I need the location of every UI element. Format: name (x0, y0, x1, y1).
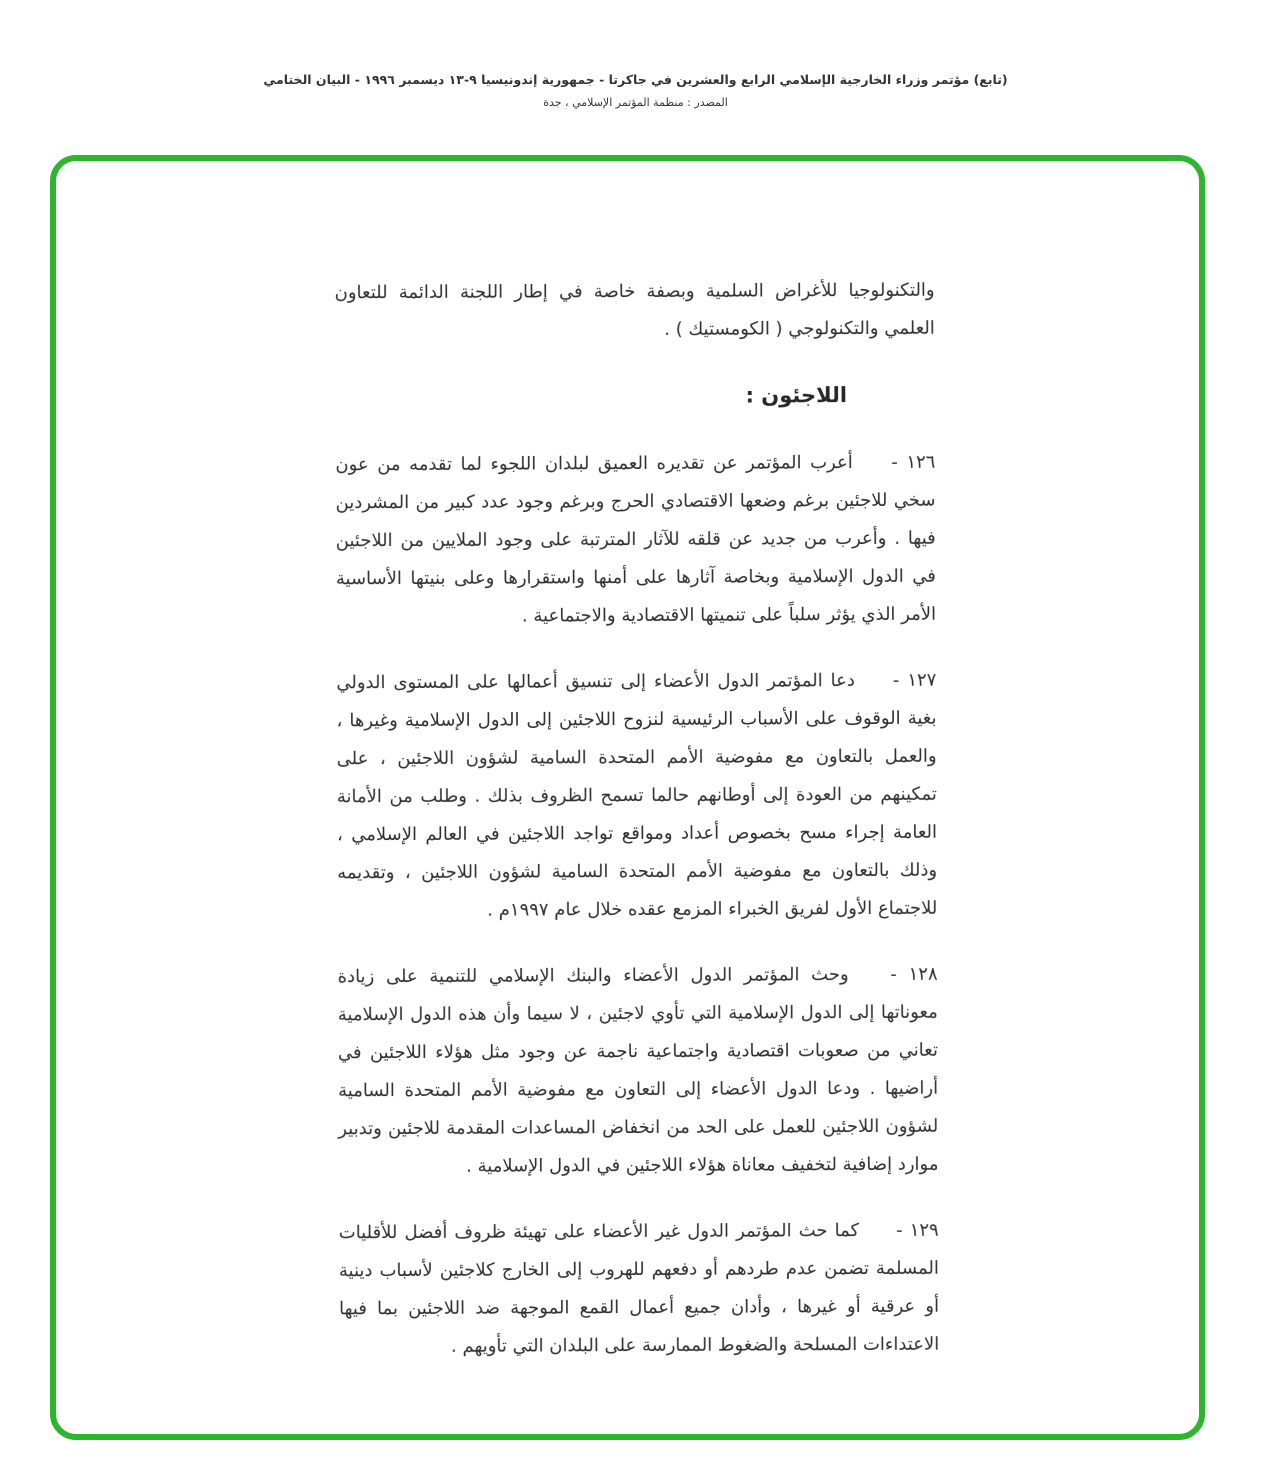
document-header-title: (تابع) مؤتمر وزراء الخارجية الإسلامي الرابع والعشرين في جاكرتا - جمهورية إندونيسيا ٩-١٣ ديسمبر ١٩٩٦ - البيان الختامي (263, 72, 1008, 87)
document-header (0, 72, 1271, 109)
paragraph-129-number: ١٢٩ - (896, 1219, 939, 1241)
paragraph-128-text: وحث المؤتمر الدول الأعضاء والبنك الإسلامي للتنمية على زيادة معوناتها إلى الدول الإسلامية التي تأوي لاجئين ، لا سيما وأن هذه الدول الإسلامية تعاني من صعوبات اقتصادية واجتماعية ناجمة عن وجود مثل هؤلاء اللاجئين في أراضيها . ودعا الدول الأعضاء إلى التعاون مع مفوضية الأمم المتحدة السامية لشؤون اللاجئين للعمل على الحد من انخفاض المساعدات المقدمة للاجئين وتدبير موارد إضافية لتخفيف معاناة هؤلاء اللاجئين في الدول الإسلامية . (337, 964, 939, 1177)
paragraph-126 (335, 444, 936, 637)
paragraph-continuation: والتكنولوجيا للأغراض السلمية وبصفة خاصة في إطار اللجنة الدائمة للتعاون العلمي والتكنولوجي ( الكومستيك ) . (334, 279, 935, 340)
document-header-source: المصدر : منظمة المؤتمر الإسلامي ، جدة (543, 96, 728, 109)
paragraph-128-number: ١٢٨ - (890, 963, 938, 985)
paragraph-126-number: ١٢٦ - (891, 451, 936, 473)
paragraph-128 (338, 956, 939, 1187)
section-title-refugees: اللاجئون : (745, 383, 848, 408)
paragraph-127 (336, 662, 937, 931)
paragraph-129 (339, 1212, 940, 1367)
document-body (335, 272, 940, 1395)
paragraph-127-number: ١٢٧ - (892, 669, 937, 691)
paragraph-126-text: أعرب المؤتمر عن تقديره العميق لبلدان اللجوء لما تقدمه من عون سخي للاجئين برغم وضعها الاقتصادي الحرج وبرغم وجود عدد كبير من المشردين فيها . وأعرب من جديد عن قلقه للآثار المترتبة على وجود الملايين من اللاجئين في الدول الإسلامية وبخاصة آثارها على أمنها واستقرارها وعلى بنيتها الأساسية الأمر الذي يؤثر سلباً على تنميتها الاقتصادية والاجتماعية . (335, 452, 937, 627)
page-border-frame (50, 155, 1205, 1440)
paragraph-129-text: كما حث المؤتمر الدول غير الأعضاء على تهيئة ظروف أفضل للأقليات المسلمة تضمن عدم طردهم أو دفعهم للهروب إلى الخارج كلاجئين لأسباب دينية أو عرقية أو غيرها ، وأدان جميع أعمال القمع الموجهة ضد اللاجئين بما فيها الاعتداءات المسلحة والضغوط الممارسة على البلدان التي تأويهم . (338, 1220, 940, 1357)
paragraph-127-text: دعا المؤتمر الدول الأعضاء إلى تنسيق أعمالها على المستوى الدولي بغية الوقوف على الأسباب الرئيسية لنزوح اللاجئين إلى الدول الإسلامية وغيرها ، والعمل بالتعاون مع مفوضية الأمم المتحدة السامية لشؤون اللاجئين ، على تمكينهم من العودة إلى أوطانهم حالما تسمح الظروف بذلك . وطلب من الأمانة العامة إجراء مسح بخصوص أعداد ومواقع تواجد اللاجئين في العالم الإسلامي ، وذلك بالتعاون مع مفوضية الأمم المتحدة السامية لشؤون اللاجئين ، وتقديمه للاجتماع الأول لفريق الخبراء المزمع عقده خلال عام ١٩٩٧م . (336, 670, 938, 921)
